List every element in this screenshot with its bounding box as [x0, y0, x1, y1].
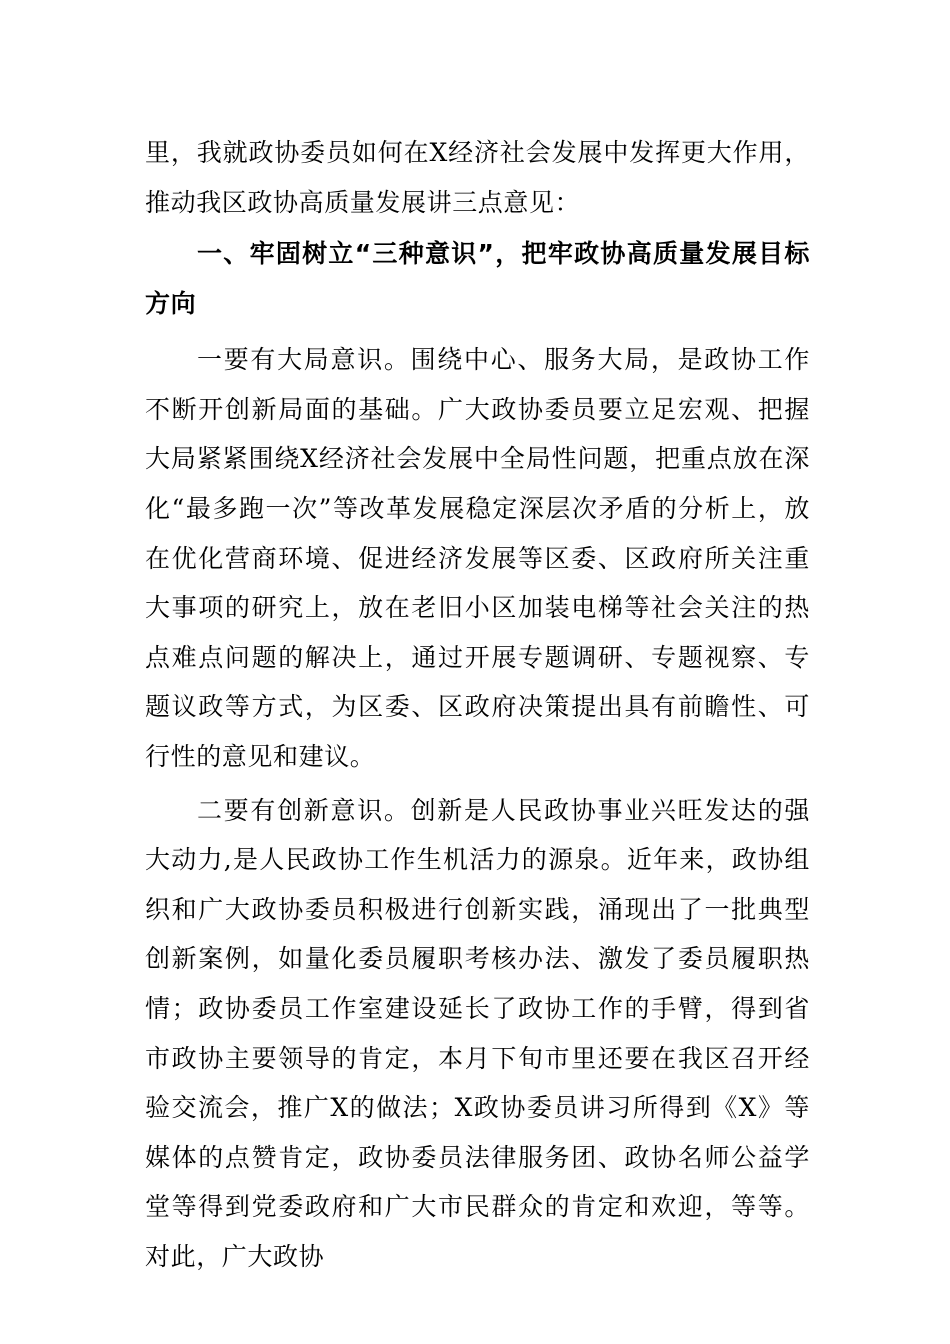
section-heading-one: 一、牢固树立“三种意识”，把牢政协高质量发展目标方向 — [145, 239, 810, 319]
overall-awareness-paragraph: 一要有大局意识。围绕中心、服务大局，是政协工作不断开创新局面的基础。广大政协委员要立足宏观、把握大局紧紧围绕X经济社会发展中全局性问题，把重点放在深化“最多跑一次”等改革发展稳定深层次矛盾的分析上，放在优化营商环境、促进经济发展等区委、区政府所关注重大事项的研究上，放在老旧小区加装电梯等社会关注的热点难点问题的解决上，通过开展专题调研、专题视察、专题议政等方式，为区委、区政府决策提出具有前瞻性、可行性的意见和建议。 — [145, 345, 810, 771]
intro-paragraph: 里，我就政协委员如何在X经济社会发展中发挥更大作用，推动我区政协高质量发展讲三点意见： — [145, 138, 810, 217]
document-body — [145, 128, 810, 1281]
innovation-awareness-paragraph: 二要有创新意识。创新是人民政协事业兴旺发达的强大动力,是人民政协工作生机活力的源泉。近年来，政协组织和广大政协委员积极进行创新实践，涌现出了一批典型创新案例，如量化委员履职考核办法、激发了委员履职热情；政协委员工作室建设延长了政协工作的手臂，得到省市政协主要领导的肯定，本月下旬市里还要在我区召开经验交流会，推广X的做法；X政协委员讲习所得到《X》等媒体的点赞肯定，政协委员法律服务团、政协名师公益学堂等得到党委政府和广大市民群众的肯定和欢迎，等等。对此，广大政协 — [145, 795, 810, 1271]
